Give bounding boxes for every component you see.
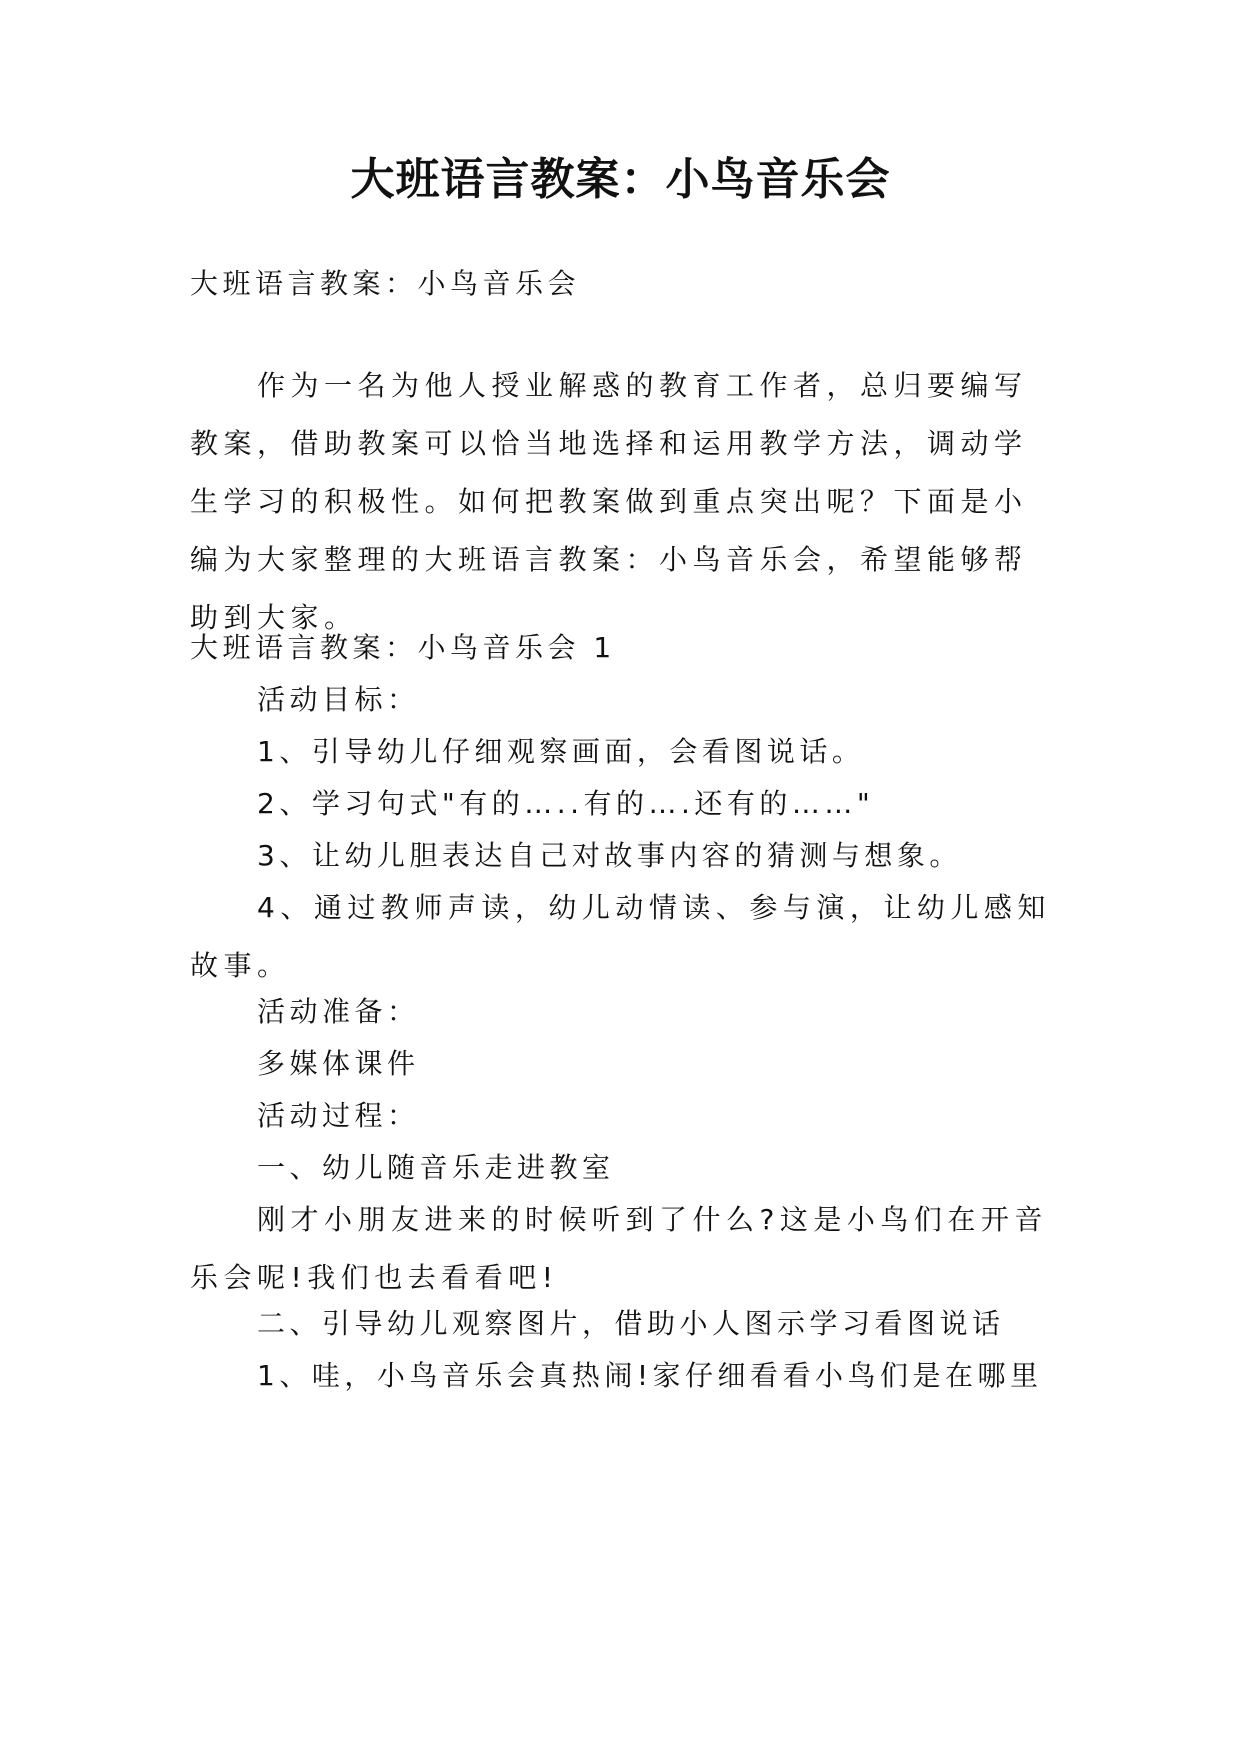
- intro-paragraph: 作为一名为他人授业解惑的教育工作者，总归要编写教案，借助教案可以恰当地选择和运用教学方法，调动学生学习的积极性。如何把教案做到重点突出呢？下面是小编为大家整理的大班语言教案：小鸟音乐会，希望能够帮助到大家。: [190, 369, 1028, 634]
- document-subtitle: 大班语言教案：小鸟音乐会: [190, 267, 581, 300]
- prep-label: 活动准备：: [257, 995, 420, 1028]
- step-1-heading: 一、幼儿随音乐走进教室: [257, 1151, 615, 1184]
- process-label: 活动过程：: [257, 1099, 420, 1132]
- goal-item-4: 4、通过教师声读，幼儿动情读、参与演，让幼儿感知故事。: [190, 891, 1051, 982]
- goals-label: 活动目标：: [257, 683, 420, 716]
- step-1-text: 刚才小朋友进来的时候听到了什么?这是小鸟们在开音乐会呢!我们也去看看吧!: [190, 1203, 1048, 1294]
- document-title: 大班语言教案：小鸟音乐会: [350, 154, 891, 205]
- goal-item-2: 2、学习句式"有的…..有的….还有的……": [257, 787, 875, 820]
- goal-item-3: 3、让幼儿胆表达自己对故事内容的猜测与想象。: [257, 839, 962, 872]
- prep-item: 多媒体课件: [257, 1047, 420, 1080]
- step-2-heading: 二、引导幼儿观察图片，借助小人图示学习看图说话: [257, 1307, 1005, 1340]
- step-2-item-1: 1、哇，小鸟音乐会真热闹!家仔细看看小鸟们是在哪里: [257, 1359, 1043, 1392]
- goal-item-1: 1、引导幼儿仔细观察画面，会看图说话。: [257, 735, 865, 768]
- section-heading: 大班语言教案：小鸟音乐会 1: [190, 631, 616, 664]
